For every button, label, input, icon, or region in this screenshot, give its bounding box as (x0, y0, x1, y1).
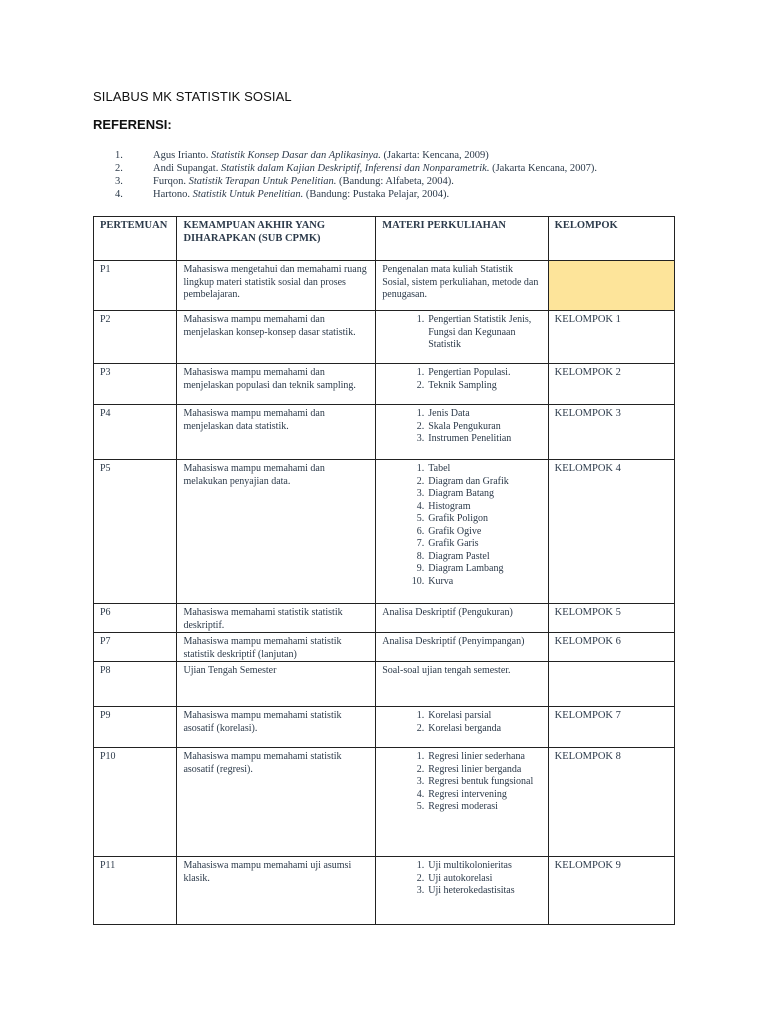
table-row (94, 857, 675, 925)
materi-list-item: 2. Diagram dan Grafik (416, 475, 509, 487)
reference-item: 4. Hartono. Statistik Untuk Penelitian. (Bandung: Pustaka Pelajar, 2004). (115, 189, 450, 200)
materi-list-item: 6. Grafik Ogive (416, 525, 482, 537)
syllabus-table (93, 216, 675, 925)
kemampuan-cell: Mahasiswa mampu memahami statistik asosatif (korelasi). (177, 707, 376, 748)
materi-list-item: 1. Pengertian Populasi. (416, 367, 511, 378)
materi-list-item: 10. Kurva (411, 575, 454, 587)
pertemuan-cell: P8 (94, 662, 177, 707)
table-row (94, 460, 675, 604)
kelompok-cell: KELOMPOK 5 (548, 604, 674, 633)
materi-cell (376, 707, 548, 748)
materi-list-item: 2. Teknik Sampling (416, 379, 497, 391)
materi-list (382, 367, 541, 392)
kemampuan-cell: Mahasiswa mampu memahami uji asumsi klasik. (177, 857, 376, 925)
reference-item: 1. Agus Irianto. Statistik Konsep Dasar dan Aplikasinya. (Jakarta: Kencana, 2009) (115, 150, 489, 161)
materi-cell (376, 405, 548, 460)
materi-list-item: 2. Uji autokorelasi (416, 872, 493, 884)
kemampuan-cell: Mahasiswa mampu memahami dan menjelaskan konsep-konsep dasar statistik. (177, 311, 376, 364)
kemampuan-cell: Ujian Tengah Semester (177, 662, 376, 707)
materi-list-item: 1. Tabel (416, 463, 451, 474)
materi-cell (376, 364, 548, 405)
table-row (94, 405, 675, 460)
referensi-heading: REFERENSI: (93, 117, 172, 132)
materi-list-item: 3. Uji heterokedastisitas (416, 885, 515, 896)
materi-list-item: 1. Jenis Data (416, 408, 470, 419)
pertemuan-cell: P7 (94, 633, 177, 662)
table-header-row (94, 217, 675, 261)
materi-cell: Pengenalan mata kuliah Statistik Sosial, sistem perkuliahan, metode dan penugasan. (376, 261, 548, 311)
kemampuan-cell: Mahasiswa mengetahui dan memahami ruang lingkup materi statistik sosial dan proses pembelajaran. (177, 261, 376, 311)
materi-list (382, 710, 541, 735)
table-row (94, 633, 675, 662)
materi-cell (376, 857, 548, 925)
table-body (94, 261, 675, 925)
kelompok-cell (548, 261, 674, 311)
kelompok-cell: KELOMPOK 2 (548, 364, 674, 405)
kelompok-cell: KELOMPOK 1 (548, 311, 674, 364)
materi-list-item: 9. Diagram Lambang (416, 563, 504, 574)
pertemuan-cell: P11 (94, 857, 177, 925)
pertemuan-cell: P5 (94, 460, 177, 604)
pertemuan-cell: P4 (94, 405, 177, 460)
materi-list-item: 2. Skala Pengukuran (416, 420, 501, 432)
reference-list (115, 149, 597, 201)
materi-list-item: 5. Grafik Poligon (416, 513, 488, 524)
materi-cell (376, 460, 548, 604)
materi-cell: Soal-soal ujian tengah semester. (376, 662, 548, 707)
pertemuan-cell: P10 (94, 748, 177, 857)
kemampuan-cell: Mahasiswa mampu memahami dan melakukan penyajian data. (177, 460, 376, 604)
reference-item: 2. Andi Supangat. Statistik dalam Kajian Deskriptif, Inferensi dan Nonparametrik. (Jakarta Kencana, 2007). (115, 163, 598, 174)
table-row (94, 707, 675, 748)
header-pertemuan: PERTEMUAN (94, 217, 177, 261)
materi-list-item: 3. Diagram Batang (416, 488, 495, 499)
kemampuan-cell: Mahasiswa memahami statistik statistik deskriptif. (177, 604, 376, 633)
kelompok-cell: KELOMPOK 9 (548, 857, 674, 925)
kelompok-cell: KELOMPOK 4 (548, 460, 674, 604)
materi-list-item: 3. Instrumen Penelitian (416, 433, 512, 444)
materi-list (382, 860, 541, 898)
materi-cell: Analisa Deskriptif (Pengukuran) (376, 604, 548, 633)
pertemuan-cell: P1 (94, 261, 177, 311)
materi-list (382, 314, 541, 352)
table-row (94, 311, 675, 364)
pertemuan-cell: P9 (94, 707, 177, 748)
kemampuan-cell: Mahasiswa mampu memahami dan menjelaskan data statistik. (177, 405, 376, 460)
materi-list-item: 3. Regresi bentuk fungsional (416, 776, 534, 787)
materi-list-item: 1. Regresi linier sederhana (416, 751, 525, 762)
table-row (94, 748, 675, 857)
materi-list-item: 5. Regresi moderasi (416, 801, 498, 812)
materi-list-item: 8. Diagram Pastel (416, 550, 490, 562)
pertemuan-cell: P6 (94, 604, 177, 633)
pertemuan-cell: P2 (94, 311, 177, 364)
materi-cell (376, 311, 548, 364)
materi-list-item: 4. Regresi intervening (416, 788, 507, 800)
materi-cell: Analisa Deskriptif (Penyimpangan) (376, 633, 548, 662)
materi-list-item: 1. Pengertian Statistik Jenis, Fungsi dan Kegunaan Statistik (416, 314, 532, 350)
materi-list-item: 2. Korelasi berganda (416, 722, 502, 734)
materi-list (382, 463, 541, 588)
table-row (94, 364, 675, 405)
table-row (94, 604, 675, 633)
table-row (94, 662, 675, 707)
materi-list-item: 1. Uji multikolonieritas (416, 860, 512, 871)
document-title: SILABUS MK STATISTIK SOSIAL (93, 89, 292, 104)
kemampuan-cell: Mahasiswa mampu memahami statistik asosatif (regresi). (177, 748, 376, 857)
materi-list (382, 751, 541, 814)
pertemuan-cell: P3 (94, 364, 177, 405)
header-materi: MATERI PERKULIAHAN (376, 217, 548, 261)
materi-list-item: 7. Grafik Garis (416, 538, 479, 549)
materi-list-item: 2. Regresi linier berganda (416, 763, 522, 775)
materi-list-item: 4. Histogram (416, 500, 471, 512)
table-row (94, 261, 675, 311)
materi-list-item: 1. Korelasi parsial (416, 710, 492, 721)
kelompok-cell: KELOMPOK 3 (548, 405, 674, 460)
kelompok-cell: KELOMPOK 6 (548, 633, 674, 662)
kelompok-cell: KELOMPOK 7 (548, 707, 674, 748)
kelompok-cell (548, 662, 674, 707)
kelompok-cell: KELOMPOK 8 (548, 748, 674, 857)
reference-item: 3. Furqon. Statistik Terapan Untuk Penelitian. (Bandung: Alfabeta, 2004). (115, 176, 454, 187)
header-kelompok: KELOMPOK (548, 217, 674, 261)
kemampuan-cell: Mahasiswa mampu memahami dan menjelaskan populasi dan teknik sampling. (177, 364, 376, 405)
kemampuan-cell: Mahasiswa mampu memahami statistik statistik deskriptif (lanjutan) (177, 633, 376, 662)
header-kemampuan: KEMAMPUAN AKHIR YANG DIHARAPKAN (SUB CPMK) (177, 217, 376, 261)
materi-list (382, 408, 541, 446)
materi-cell (376, 748, 548, 857)
